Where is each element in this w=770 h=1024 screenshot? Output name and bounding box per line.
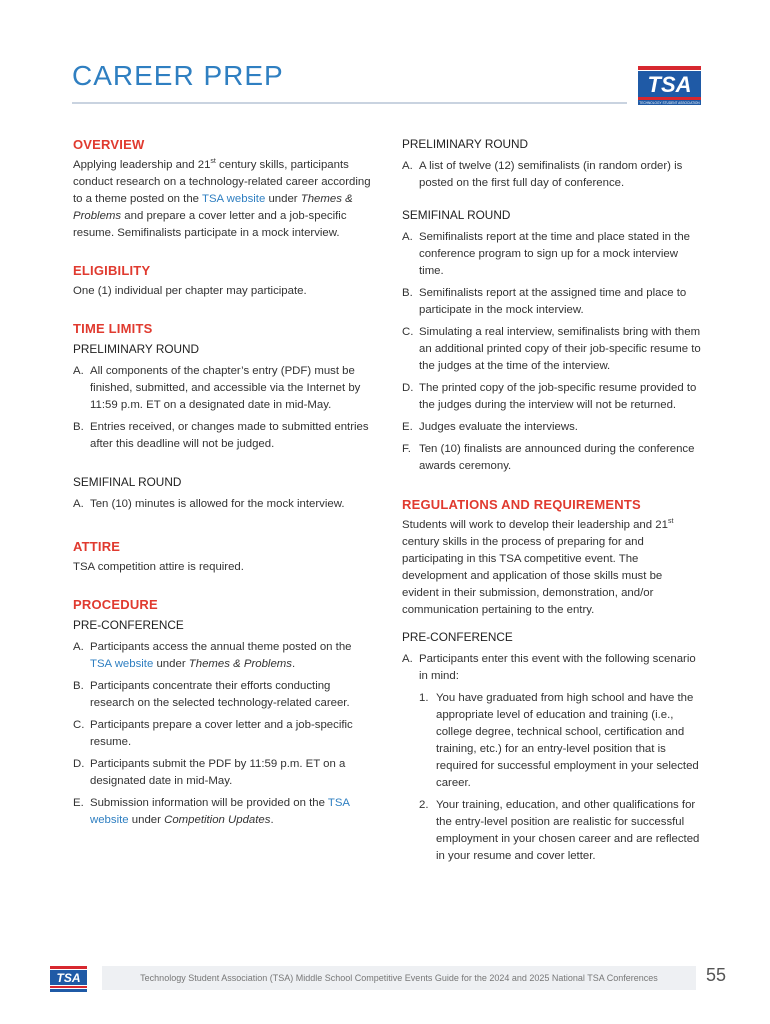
list-item: B. Semifinalists report at the assigned time and place to participate in the mock interview. xyxy=(402,287,687,316)
semifinal-round-heading: SEMIFINAL ROUND xyxy=(402,208,511,222)
list-item: C. Simulating a real interview, semifinalists bring with them an additional printed copy of their job-specific resume to the judges at the time of the interview. xyxy=(402,326,701,372)
time-limits-prelim-heading: PRELIMINARY ROUND xyxy=(73,342,200,356)
prelim-round-list xyxy=(402,158,702,192)
page-number: 55 xyxy=(706,965,727,985)
time-limits-semi-list xyxy=(73,496,373,513)
tsa-logo-subtext: TECHNOLOGY STUDENT ASSOCIATION xyxy=(639,101,700,105)
time-limits-prelim-list xyxy=(73,363,373,453)
eligibility-text: One (1) individual per chapter may participate. xyxy=(73,285,307,297)
list-item: B. Participants concentrate their efforts conducting research on the selected technology-related career. xyxy=(73,680,350,709)
prelim-round-heading: PRELIMINARY ROUND xyxy=(402,137,529,151)
time-limits-semi-heading: SEMIFINAL ROUND xyxy=(73,475,182,489)
overview-text: Applying leadership and 21st century skills, participants conduct research on a technology-related career according to a theme posted on the TSA website under Themes & Problems and prepare a cover letter and a job-specific resume. Semifinalists participate in a mock interview. xyxy=(73,158,371,239)
list-item: D. The printed copy of the job-specific resume provided to the judges during the interview will not be returned. xyxy=(402,382,697,411)
tsa-website-link[interactable]: TSA website xyxy=(201,193,266,205)
list-item: B. Entries received, or changes made to submitted entries after this deadline will not be judged. xyxy=(73,421,369,450)
tsa-logo-letters: TSA xyxy=(647,72,692,97)
list-item: A. Participants enter this event with the following scenario in mind: 1. You have graduated from high school and have the appropriate level of education and training (i.e., college degree, technical school, certification and training, etc.) for an entry-level position that is required for successful employment in your selected career. 2. Your training, education, and other qualifications for the entry-level position are realistic for successful employment in your chosen career and are reflected in your resume and cover letter. xyxy=(402,651,702,865)
list-item: 1. You have graduated from high school and have the appropriate level of education and training (i.e., college degree, technical school, certification and training, etc.) for an entry-level position that is required for successful employment in your selected career. xyxy=(419,692,699,789)
list-item: D. Participants submit the PDF by 11:59 p.m. ET on a designated date in mid-May. xyxy=(73,758,346,787)
tsa-footer-logo xyxy=(50,966,87,992)
left-column xyxy=(73,136,373,834)
footer-text: Technology Student Association (TSA) Middle School Competitive Events Guide for the 2024 and 2025 National TSA Conferences xyxy=(140,973,658,983)
overview-heading: OVERVIEW xyxy=(73,137,145,152)
list-item: A. Participants access the annual theme posted on the TSA website under Themes & Problems. xyxy=(73,641,352,670)
semifinal-round-list xyxy=(402,229,702,475)
attire-text: TSA competition attire is required. xyxy=(73,561,244,573)
right-column xyxy=(402,136,702,870)
time-limits-heading: TIME LIMITS xyxy=(73,321,153,336)
list-item: A. A list of twelve (12) semifinalists (in random order) is posted on the first full day of conference. xyxy=(402,160,683,189)
list-item: 2. Your training, education, and other qualifications for the entry-level position are realistic for successful employment in your chosen career and are reflected in your resume and cover letter. xyxy=(419,799,700,862)
list-item: C. Participants prepare a cover letter and a job-specific resume. xyxy=(73,719,353,748)
regulations-text: Students will work to develop their leadership and 21st century skills in the process of preparing for and participating in this TSA competitive event. The development and application of those skills must be evident in their submission, demonstration, and/or communication pertaining to the entry. xyxy=(402,518,674,616)
list-item: A. All components of the chapter’s entry (PDF) must be finished, submitted, and accessible via the Internet by 11:59 p.m. ET on a designated date in mid-May. xyxy=(73,365,361,411)
tsa-website-link[interactable]: TSA website xyxy=(90,658,154,670)
procedure-heading: PROCEDURE xyxy=(73,597,158,612)
list-item: A. Semifinalists report at the time and place stated in the conference program to sign up for a mock interview time. xyxy=(402,231,690,277)
regulations-pre-conference-heading: PRE-CONFERENCE xyxy=(402,630,513,644)
eligibility-heading: ELIGIBILITY xyxy=(73,263,151,278)
scenario-list xyxy=(419,690,702,865)
footer-bar xyxy=(102,966,696,990)
procedure-list xyxy=(73,639,373,829)
list-item: F. Ten (10) finalists are announced during the conference awards ceremony. xyxy=(402,443,695,472)
attire-heading: ATTIRE xyxy=(73,539,121,554)
regulations-list xyxy=(402,651,702,865)
procedure-pre-conference-heading: PRE-CONFERENCE xyxy=(73,618,184,632)
title-divider xyxy=(72,102,627,104)
list-item: E. Judges evaluate the interviews. xyxy=(402,421,578,433)
page-title: CAREER PREP xyxy=(72,60,284,91)
tsa-logo xyxy=(637,64,702,105)
regulations-heading: REGULATIONS AND REQUIREMENTS xyxy=(402,497,641,512)
list-item: A. Ten (10) minutes is allowed for the mock interview. xyxy=(73,498,345,510)
tsa-footer-logo-letters: TSA xyxy=(56,971,81,985)
tsa-website-link[interactable]: TSA website xyxy=(90,797,350,826)
list-item: E. Submission information will be provided on the TSA website under Competition Updates. xyxy=(73,797,350,826)
